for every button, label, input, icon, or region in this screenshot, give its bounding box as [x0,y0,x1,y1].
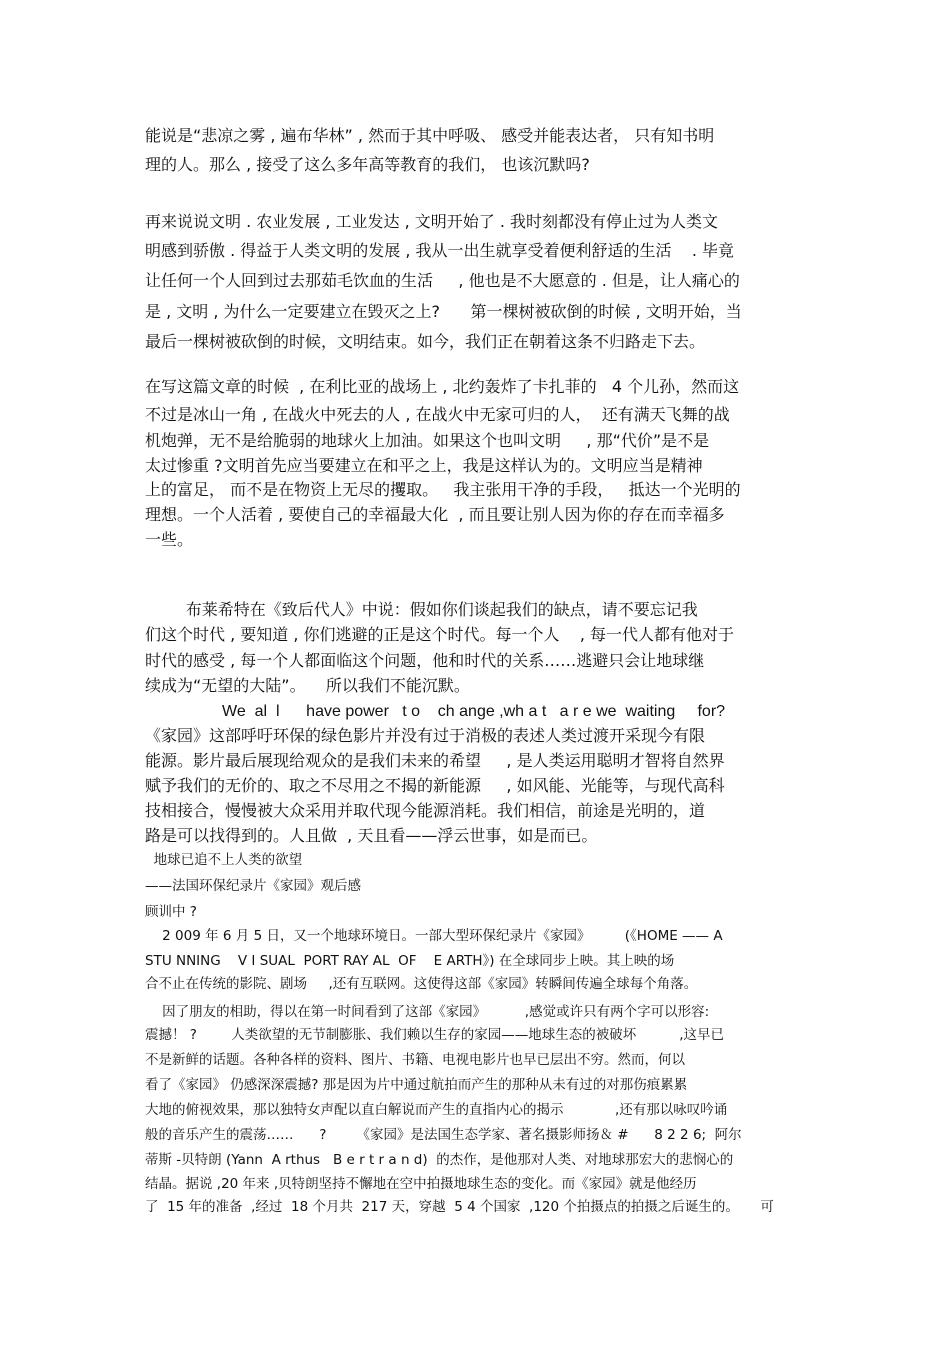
paragraph-line: 不是新鲜的话题。各种各样的资料、图片、书籍、电视电影片也早已层出不穷。然而，何以 [145,1052,685,1068]
paragraph-line: 上的富足， 而不是在物资上无尽的攫取。 我主张用干净的手段， 抵达一个光明的 [145,480,741,499]
paragraph-line: 理的人。那么 , 接受了这么多年高等教育的我们， 也该沉默吗? [145,155,590,174]
paragraph-line: 太过惨重 ?文明首先应当要建立在和平之上，我是这样认为的。文明应当是精神 [145,456,703,475]
paragraph-line: 续成为“无望的大陆”。 所以我们不能沉默。 [145,676,470,695]
paragraph-line: 技相接合，慢慢被大众采用并取代现今能源消耗。我们相信，前途是光明的，道 [145,801,706,820]
paragraph-line: 了 15 年的准备 ,经过 18 个月共 217 天，穿越 5 4 个国家 ,120 个拍摄点的拍摄之后诞生的。 可 [145,1199,774,1215]
paragraph-line: 大地的俯视效果，那以独特女声配以直白解说而产生的直指内心的揭示 ,还有那以咏叹吟诵 [145,1102,728,1118]
paragraph-line: 在写这篇文章的时候 , 在利比亚的战场上 , 北约轰炸了卡扎菲的 4 个儿孙，然而这 [145,377,740,396]
english-line: We al l have power t o ch ange ,wh a t a r e we waiting for? [222,703,726,720]
paragraph-line: 布莱希特在《致后代人》中说：假如你们谈起我们的缺点，请不要忘记我 [145,600,698,619]
paragraph-line: 一些。 [145,530,194,549]
paragraph-line: 们这个时代 , 要知道 , 你们逃避的正是这个时代。每一个人 , 每一代人都有他对于 [145,625,735,644]
article-title: 地球已追不上人类的欲望 [145,852,303,868]
article-subtitle: ——法国环保纪录片《家园》观后感 [145,878,361,894]
paragraph-line: 机炮弹，无不是给脆弱的地球火上加油。如果这个也叫文明 , 那“代价”是不是 [145,431,710,450]
paragraph-line: 能源。影片最后展现给观众的是我们未来的希望 , 是人类运用聪明才智将自然界 [145,751,725,770]
paragraph-line: 明感到骄傲 . 得益于人类文明的发展 , 我从一出生就享受着便利舒适的生活 . 毕竟 [145,241,735,260]
article-author: 顾训中 ? [145,904,197,920]
paragraph-line: 蒂斯 -贝特朗 (Yann A rthus B e r t r a n d) 的杰作，是他那对人类、对地球那宏大的悲悯心的 [145,1152,734,1168]
paragraph-line: 震撼！ ? 人类欲望的无节制膨胀、我们赖以生存的家园——地球生态的被破坏 ,这早已 [145,1027,724,1043]
paragraph-line: 最后一棵树被砍倒的时候，文明结束。如今，我们正在朝着这条不归路走下去。 [145,332,706,351]
paragraph-line: 理想。一个人活着 , 要使自己的幸福最大化 , 而且要让别人因为你的存在而幸福多 [145,505,725,524]
paragraph-line: 2 009 年 6 月 5 日，又一个地球环境日。一部大型环保纪录片《家园》 (《HOME —— A [145,928,723,944]
paragraph-line: 是 , 文明 , 为什么一定要建立在毁灭之上? 第一棵树被砍倒的时候 , 文明开始，当 [145,302,742,321]
paragraph-line: 再来说说文明 . 农业发展 , 工业发达 , 文明开始了 . 我时刻都没有停止过为人类文 [145,212,719,231]
paragraph-line: 因了朋友的相助，得以在第一时间看到了这部《家园》 ,感觉或许只有两个字可以形容: [145,1004,710,1020]
paragraph-line: 不过是冰山一角 , 在战火中死去的人 , 在战火中无家可归的人， 还有满天飞舞的战 [145,405,730,424]
paragraph-line: 路是可以找得到的。人且做 , 天且看——浮云世事，如是而已。 [145,826,598,845]
paragraph-line: 合不止在传统的影院、剧场 ,还有互联网。这使得这部《家园》转瞬间传遍全球每个角落。 [145,976,698,992]
paragraph-line: 能说是“悲凉之雾 , 遍布华林” , 然而于其中呼吸、 感受并能表达者， 只有知书明 [145,126,715,145]
paragraph-line: 时代的感受 , 每一个人都面临这个问题，他和时代的关系……逃避只会让地球继 [145,651,705,670]
paragraph-line: 赋予我们的无价的、取之不尽用之不揭的新能源 , 如风能、光能等，与现代高科 [145,776,725,795]
paragraph-line: 结晶。据说 ,20 年来 ,贝特朗坚持不懈地在空中拍摄地球生态的变化。而《家园》就是他经历 [145,1176,697,1192]
paragraph-line: 《家园》这部呼吁环保的绿色影片并没有过于消极的表述人类过渡开采现今有限 [145,726,706,745]
paragraph-line: 看了《家园》 仍感深深震撼? 那是因为片中通过航拍而产生的那种从未有过的对那伤痕累累 [145,1077,688,1093]
paragraph-line: 般的音乐产生的震荡…… ? 《家园》是法国生态学家、著名摄影师扬＆ # 8 2 2 6; 阿尔 [145,1127,742,1143]
paragraph-line: 让任何一个人回到过去那茹毛饮血的生活 , 他也是不大愿意的 . 但是，让人痛心的 [145,271,740,290]
paragraph-line: STU NNING V I SUAL PORT RAY AL OF E ARTH》) 在全球同步上映。其上映的场 [145,953,675,969]
